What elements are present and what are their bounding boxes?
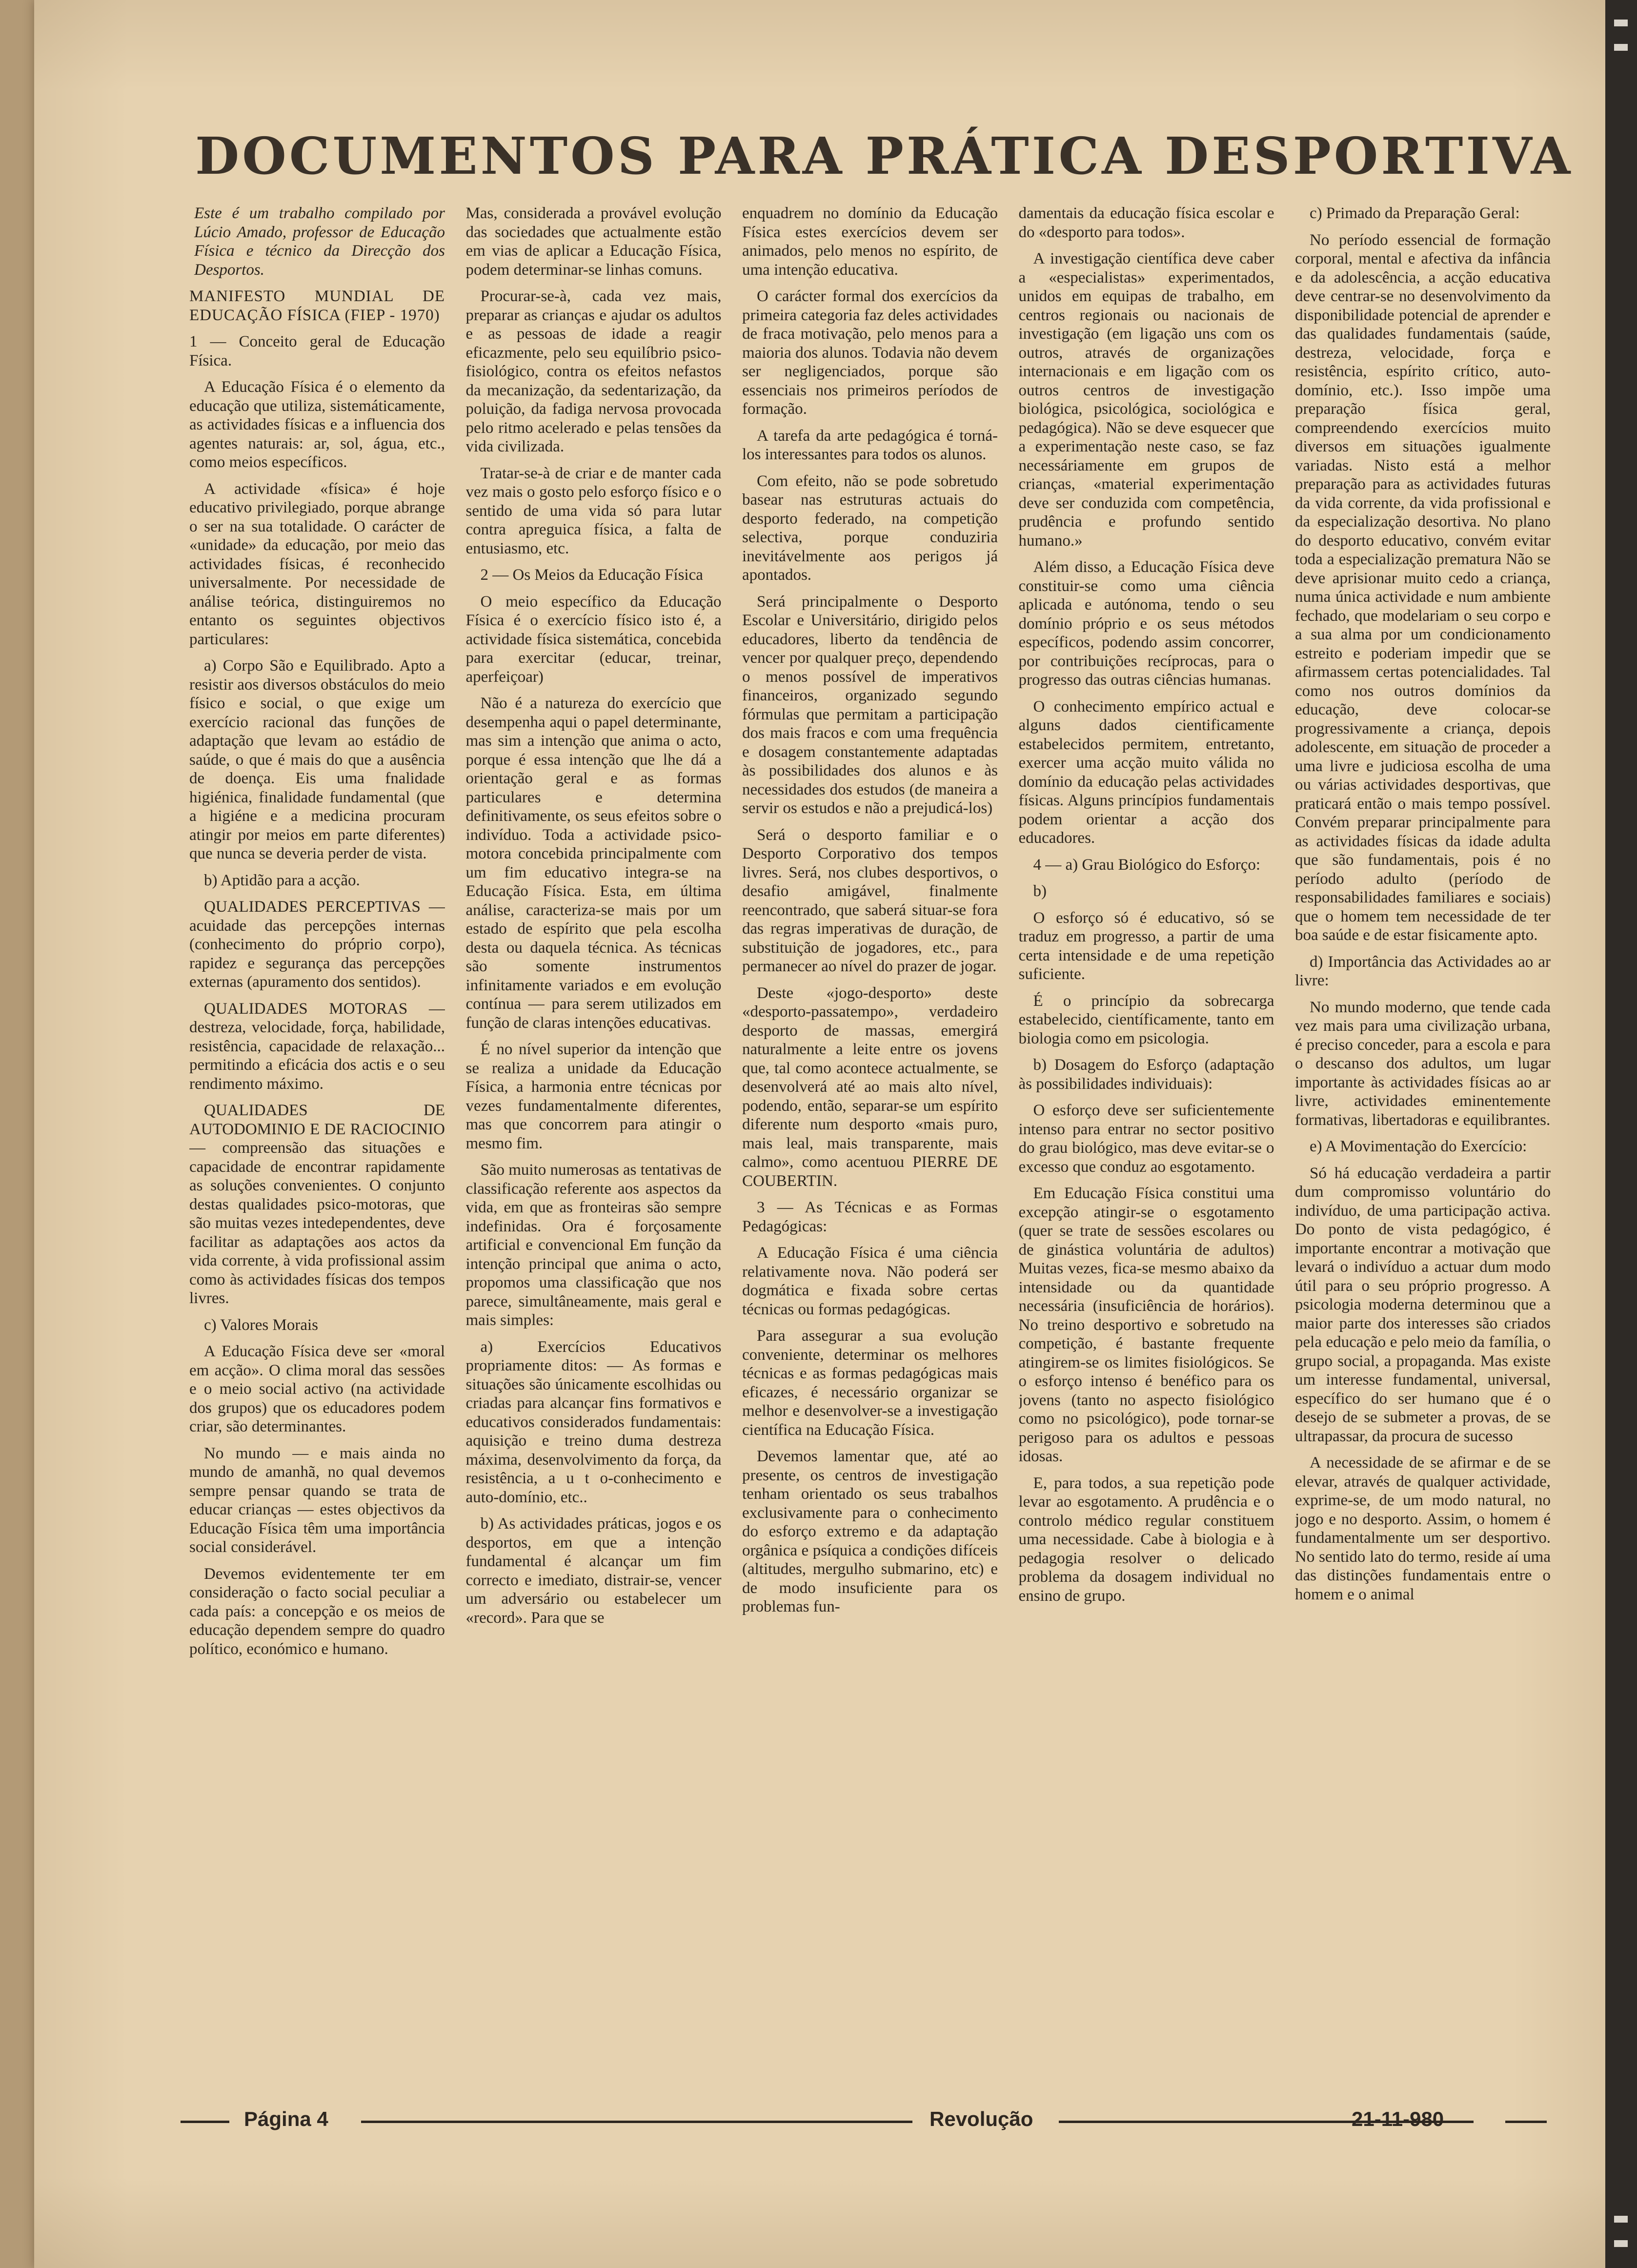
paragraph: Só há educação verdadeira a partir dum compromisso voluntário do indivíduo, de uma participação activa. Do ponto de vista pedagógico, é importante encontrar a motivação que levará o indivíduo a actuar dum modo útil para o seu próprio progresso. A psicologia moderna determinou que a maior parte dos interesses são criados pela educação e pelo meio da família, o grupo social, a propaganda. Mas existe um interesse fundamental, universal, específico do ser humano que é o desejo de se submeter a provas, de se ultrapassar, da procura de sucesso [1295,1164,1551,1445]
scan-marker [1614,20,1628,26]
page-number: Página 4 [244,2107,328,2130]
footer-rule-left [181,2121,229,2123]
subheading: b) Dosagem do Esforço (adaptação às possibilidades individuais): [1018,1056,1274,1093]
paragraph: enquadrem no domínio da Educação Física estes exercícios devem ser animados, pelo menos no espírito, de uma intenção educativa. [742,204,998,279]
column-3 [742,204,998,2085]
page-footer [181,2107,1547,2137]
paragraph: No período essencial de formação corporal, mental e afectiva da infância e da adolescência, a acção educativa deve centrar-se no desenvolvimento da disponibilidade potencial de aprender e das qualidades fundamentais (saúde, destreza, velocidade, força e resistência, espírito crítico, auto-domínio, etc.). Isso impõe uma preparação física geral, compreendendo exercícios muito diversos em situações igualmente variadas. Nisto está a melhor preparação para as actividades futuras da vida corrente, da vida profissional e da especialização desortiva. No plano do desporto educativo, convém evitar toda a especialização prematura Não se deve aprisionar muito cedo a criança, numa única actividade e num ambiente fechado, que modelariam o seu corpo e a sua alma por um condicionamento estreito e poderiam impedir que se afirmassem certas potencialidades. Tal como nos outros domínios da educação, deve colocar-se progressivamente a criança, depois adolescente, em situação de proceder a uma livre e judiciosa escolha de uma ou várias actividades desportivas, que praticará então o mais tempo possível. Convém preparar principalmente para as actividades físicas da idade adulta que são fundamentais, pois é no período adulto (período de responsabilidades familiares e sociais) que o homem tem necessidade de ter boa saúde e de estar fisicamente apto. [1295,231,1551,944]
paragraph: Devemos evidentemente ter em consideração o facto social peculiar a cada país: a concepção e os meios de educação dependem sempre do quadro político, económico e humano. [189,1565,445,1658]
section-heading: 3 — As Técnicas e as Formas Pedagógicas: [742,1199,998,1235]
section-heading: 1 — Conceito geral de Educação Física. [189,333,445,369]
paragraph: damentais da educação física escolar e do «desporto para todos». [1018,204,1274,241]
article-columns [189,204,1551,2085]
paragraph: O meio específico da Educação Física é o exercício físico isto é, a actividade física sistemática, concebida para exercitar (educar, treinar, aperfeiçoar) [465,593,722,686]
paragraph: No mundo moderno, que tende cada vez mais para uma civilização urbana, é preciso conceder, para a escola e para o descanso dos adultos, um lugar importante às actividades físicas ao ar livre, actividades eminentemente formativas, libertadoras e equilibrantes. [1295,998,1551,1129]
paragraph: A actividade «física» é hoje educativo privilegiado, porque abrange o ser na sua totalidade. O carácter de «unidade» da educação, por meio das actividades físicas, é reconhecido universalmente. Por necessidade de análise teórica, distinguiremos no entanto os seguintes objectivos particulares: [189,480,445,648]
paragraph: É no nível superior da intenção que se realiza a unidade da Educação Física, a harmonia entre técnicas por vezes fundamentalmente diferentes, mas que concorrem para atingir o mesmo fim. [465,1041,722,1152]
paragraph: Tratar-se-à de criar e de manter cada vez mais o gosto pelo esforço físico e o sentido de uma vida só para lutar contra apreguica física, a falta de entusiasmo, etc. [465,464,722,557]
paragraph: QUALIDADES PERCEPTIVAS — acuidade das percepções internas (conhecimento do próprio corpo), rapidez e segurança das percepções externas (apuramento dos sentidos). [189,898,445,991]
column-5 [1295,204,1551,2085]
byline-intro: Este é um trabalho compilado por Lúcio Amado, professor de Educação Física e técnico da Direcção dos Desportos. [194,204,445,279]
footer-rule-right [1505,2121,1547,2123]
paragraph: O esforço deve ser suficientemente intenso para entrar no sector positivo do grau biológico, mas deve evitar-se o excesso que conduz ao esgotamento. [1018,1102,1274,1176]
section-heading: 2 — Os Meios da Educação Física [480,566,703,584]
publication-name: Revolução [930,2107,1033,2130]
paragraph: Será o desporto familiar e o Desporto Corporativo dos tempos livres. Será, nos clubes desportivos, o desafio amigável, finalmente reencontrado, que saberá situar-se fora das regras imperativas de duração, de substituição de jogadores, etc., para permanecer ao nível do prazer de jogar. [742,826,998,975]
paragraph: A Educação Física é uma ciência relativamente nova. Não poderá ser dogmática e fixada sobre certas técnicas ou formas pedagógicas. [742,1244,998,1318]
subheading: e) A Movimentação do Exercício: [1310,1138,1527,1155]
column-1 [189,204,445,2085]
paragraph: No mundo — e mais ainda no mundo de amanhã, no qual devemos sempre pensar quando se trata de educar crianças — estes objectivos da Educação Física têm uma importância social considerável. [189,1444,445,1556]
paragraph: Não é a natureza do exercício que desempenha aqui o papel determinante, mas sim a intenção que anima o acto, porque é essa intenção que lhe dá a orientação geral e as formas particulares e determina definitivamente, os seus efeitos sobre o indivíduo. Toda a actividade psico-motora concebida principalmente com um fim educativo integra-se na Educação Física. Esta, em última análise, caracteriza-se mais por um estado de espírito que pela escolha desta ou daquela técnica. As técnicas são somente instrumentos infinitamente variados e em evolução contínua — para serem utilizados em função de claras intenções educativas. [465,695,722,1032]
paragraph: É o princípio da sobrecarga estabelecido, científicamente, tanto em biologia como em psicologia. [1018,992,1274,1047]
column-4 [1019,204,1274,2085]
paragraph: A tarefa da arte pedagógica é torná-los interessantes para todos os alunos. [742,427,998,463]
paragraph: Para assegurar a sua evolução conveniente, determinar os melhores técnicas e as formas pedagógicas mais eficazes, é necessário organizar se melhor e desenvolver-se a investigação científica na Educação Física. [742,1327,998,1439]
paragraph: Mas, considerada a provável evolução das sociedades que actualmente estão em vias de aplicar a Educação Física, podem determinar-se linhas comuns. [465,204,722,279]
paragraph: A necessidade de se afirmar e de se elevar, através de qualquer actividade, exprime-se, de um modo natural, no jogo e no desporto. Assim, o homem é fundamentalmente um ser desportivo. No sentido lato do termo, reside aí uma das distinções fundamentais entre o homem e o animal [1295,1454,1551,1603]
paragraph: O conhecimento empírico actual e alguns dados cientificamente estabelecidos permitem, entretanto, exercer uma acção muito válida no domínio da educação pelas actividades físicas. Alguns princípios fundamentais podem orientar a acção dos educadores. [1018,697,1274,847]
paragraph: A Educação Física é o elemento da educação que utiliza, sistemáticamente, as actividades físicas e a influencia dos agentes naturais: ar, sol, água, etc., como meios específicos. [189,378,445,471]
paragraph: A investigação científica deve caber a «especialistas» experimentados, unidos em equipas de trabalho, em centros regionais ou nacionais de investigação (em ligação uns com os outros, através de organizações internacionais e em ligação com os outros centros de investigação biológica, psicológica, sociológica e pedagógica). Não se deve esquecer que a experimentação neste caso, se faz necessáriamente em grupos de crianças, «material experimentação deve ser conduzida com competência, prudência e profundo sentido humano.» [1018,250,1274,550]
subheading: c) Valores Morais [204,1316,318,1334]
paragraph: E, para todos, a sua repetição pode levar ao esgotamento. A prudência e o controlo médico regular constituem uma necessidade. Cabe à biologia e à pedagogia resolver o delicado problema da dosagem individual no ensino de grupo. [1018,1474,1274,1605]
paragraph: Em Educação Física constitui uma excepção atingir-se o esgotamento (quer se trate de sessões escolares ou de ginástica voluntária de adultos) Muitas vezes, fica-se mesmo abaixo da intensidade ou da quantidade necessária (insuficiência de horários). No treino desportivo e sobretudo na competição, é bastante frequente atingirem-se os limites fisiológicos. Se o esforço intenso é benéfico para os jovens (tanto no aspecto fisiológico como no psicológico), pode tornar-se perigoso para os adultos e pessoas idosas. [1018,1185,1274,1465]
scan-marker [1614,2240,1628,2247]
paragraph: Deste «jogo-desporto» deste «desporto-passatempo», verdadeiro desporto de massas, emergirá naturalmente a leite entre os jovens que, tal como acontece actualmente, se desenvolverá até ao mais alto nível, podendo, então, separar-se um espírito diferente num desporto «mais puro, mais leal, mais transparente, mais calmo», como acentuou PIERRE DE COUBERTIN. [742,984,998,1190]
subheading: b) Aptidão para a acção. [204,871,360,889]
subheading: 4 — a) Grau Biológico do Esforço: [1033,856,1261,874]
scan-edge-strip [1605,0,1637,2268]
issue-date: 21-11-980 [1352,2107,1444,2130]
footer-rule-center-left [361,2121,912,2123]
newspaper-page [34,0,1605,2268]
paragraph: São muito numerosas as tentativas de classificação referente aos aspectos da vida, em que as fronteiras são sempre indefinidas. Ora é forçosamente artificial e convencional Em função da intenção principal que anima o acto, propomos uma classificação que nos parece, simultâneamente, mais geral e mais simples: [465,1161,722,1329]
scan-marker [1614,44,1628,51]
paragraph: Com efeito, não se pode sobretudo basear nas estruturas actuais do desporto federado, na competição selectiva, porque conduziria inevitávelmente aos perigos já apontados. [742,472,998,584]
paragraph: O esforço só é educativo, só se traduz em progresso, a partir de uma certa intensidade e de uma repetição suficiente. [1018,909,1274,983]
handwritten-mark: b) [1033,882,1047,900]
column-2 [466,204,722,2085]
headline: DOCUMENTOS PARA PRÁTICA DESPORTIVA [195,126,1574,186]
subheading: c) Primado da Preparação Geral: [1310,204,1520,222]
scan-marker [1614,2216,1628,2223]
paragraph: b) As actividades práticas, jogos e os desportos, em que a intenção fundamental é alcançar um fim correcto e imediato, distrair-se, vencer um adversário ou estabelecer um «record». Para que se [465,1515,722,1627]
paragraph: Será principalmente o Desporto Escolar e Universitário, dirigido pelos educadores, liberto da tendência de vencer por qualquer preço, dependendo o menos possível de imperativos financeiros, organizado segundo fórmulas que permitam a participação dos mais fracos e com uma frequência e dosagem constantemente adaptadas às possibilidades dos alunos e às necessidades dos estudos (de maneira a servir os estudos e não a prejudicá-los) [742,593,998,817]
subheading: d) Importância das Actividades ao ar livre: [1295,953,1551,989]
paragraph: a) Exercícios Educativos propriamente ditos: — As formas e situações são únicamente escolhidas ou criadas para alcançar fins formativos e educativos considerados fundamentais: aquisição e treino duma destreza máxima, desenvolvimento da força, da resistência, a u t o-conhecimento e auto-domínio, etc.. [465,1338,722,1506]
paragraph: O carácter formal dos exercícios da primeira categoria faz deles actividades de fraca motivação, pelo menos para a maioria dos alunos. Todavia não devem ser negligenciados, porque são essenciais nos primeiros períodos de formação. [742,287,998,418]
paragraph: Devemos lamentar que, até ao presente, os centros de investigação tenham orientado os seus trabalhos exclusivamente para o conhecimento do esforço extremo e da adaptação orgânica e psíquica a condições difíceis (altitudes, mergulho submarino, etc) e de modo insuficiente para os problemas fun- [742,1448,998,1615]
paragraph: QUALIDADES MOTORAS — destreza, velocidade, força, habilidade, resistência, capacidade de relaxação... permitindo a eficácia dos actis e o seu rendimento máximo. [189,1000,445,1093]
section-heading-manifesto: MANIFESTO MUNDIAL DE EDUCAÇÃO FÍSICA (FIEP - 1970) [189,287,445,324]
paragraph: A Educação Física deve ser «moral em acção». O clima moral das sessões e o meio social activo (na actividade dos grupos) que os educadores podem criar, são determinantes. [189,1343,445,1435]
paragraph: QUALIDADES DE AUTODOMINIO E DE RACIOCINIO — compreensão das situações e capacidade de encontrar rapidamente as soluções convenientes. O conjunto destas qualidades psico-motoras, que são muitas vezes intedependentes, deve facilitar as adaptações aos actos da vida corrente, à vida profissional assim como às actividades físicas dos tempos livres. [189,1102,445,1307]
paragraph: Procurar-se-à, cada vez mais, preparar as crianças e ajudar os adultos e as pessoas de idade a reagir eficazmente, pelo seu equilíbrio psico-fisiológico, contra os efeitos nefastos da mecanização, da sedentarização, da poluição, da fadiga nervosa provocada pelo ritmo acelerado e pelas tensões da vida civilizada. [465,287,722,455]
paragraph: a) Corpo São e Equilibrado. Apto a resistir aos diversos obstáculos do meio físico e social, o que exige um exercício racional das funções de adaptação que levam ao estádio de saúde, o que é mais do que a ausência de doença. Eis uma fnalidade higiénica, finalidade fundamental (que a higiéne e a medicina procuram atingir por meios em parte diferentes) que nunca se deveria perder de vista. [189,657,445,862]
paragraph: Além disso, a Educação Física deve constituir-se como uma ciência aplicada e autónoma, tendo o seu domínio próprio e os seus métodos específicos, podendo assim concorrer, por contribuições recíprocas, para o progresso das outras ciências humanas. [1018,558,1274,689]
